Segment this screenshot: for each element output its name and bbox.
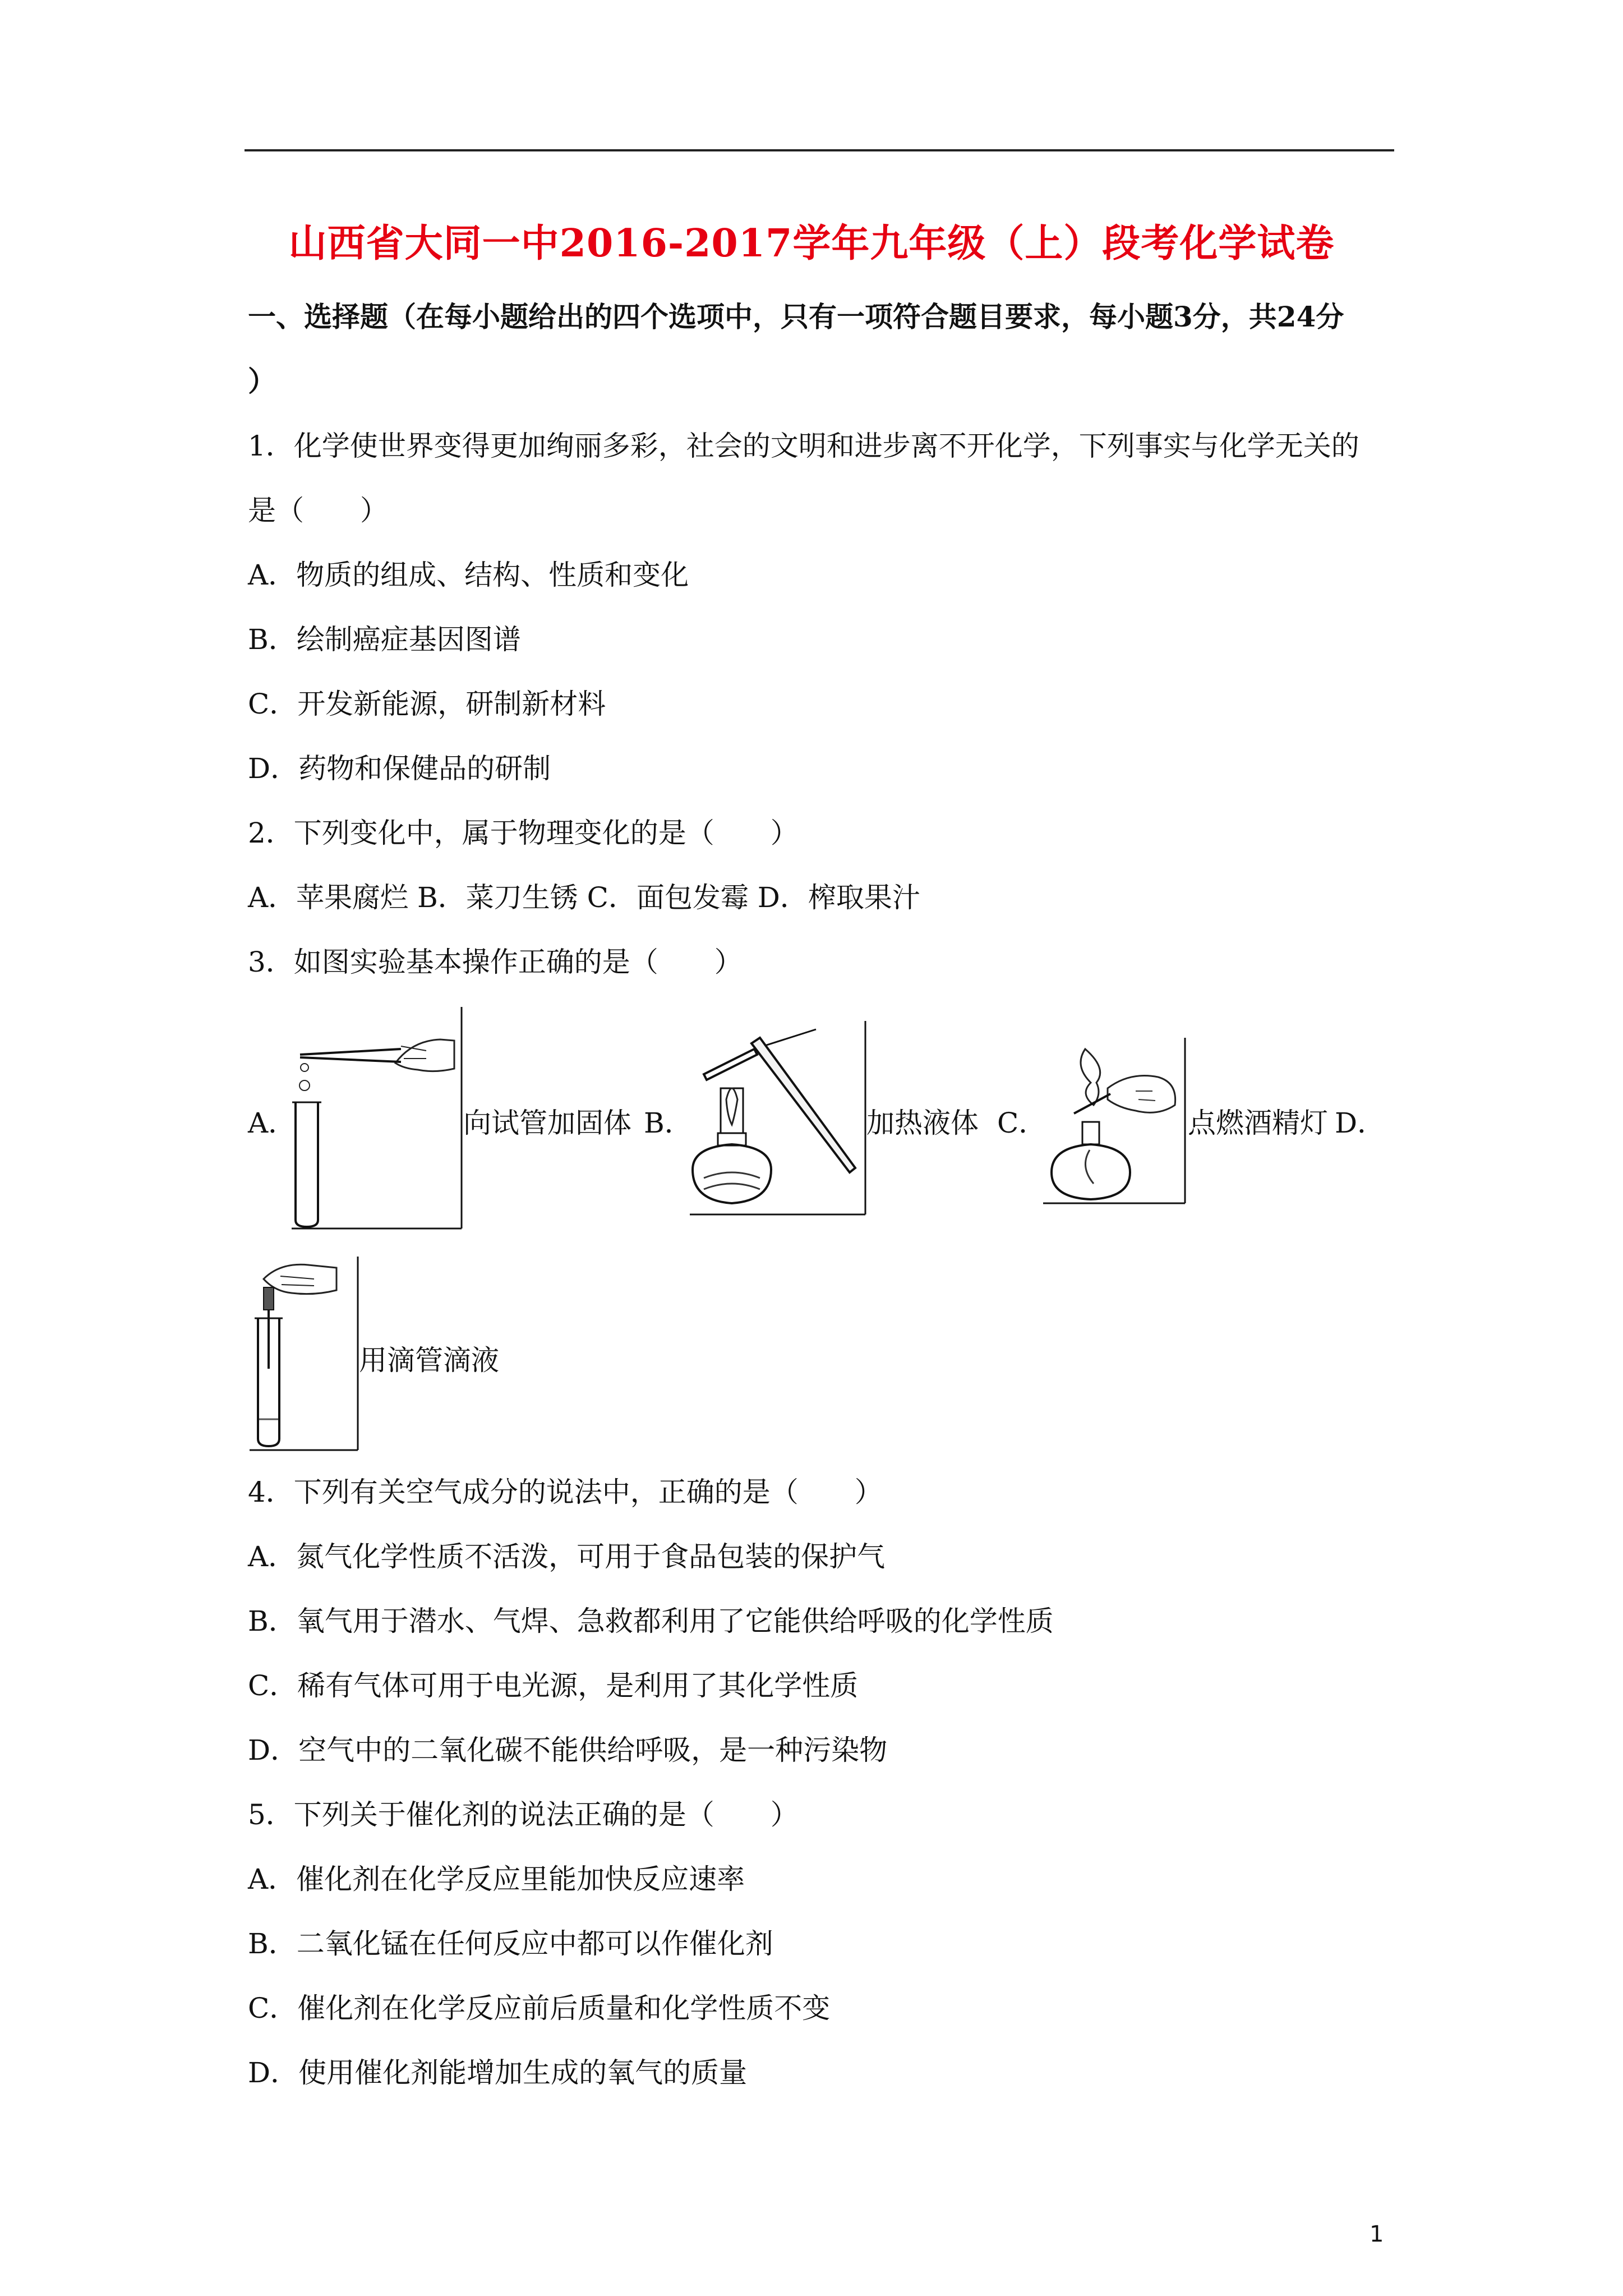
q4-stem: 4．下列有关空气成分的说法中，正确的是（ ）: [248, 1476, 883, 1508]
q2-stem: 2．下列变化中，属于物理变化的是（ ）: [248, 817, 799, 849]
q3-option-b-prefix: B．: [644, 1107, 693, 1139]
q1-stem: 1．化学使世界变得更加绚丽多彩，社会的文明和进步离不开化学，下列事实与化学无关的: [248, 430, 1359, 462]
q1-option-d: D．药物和保健品的研制: [248, 752, 551, 785]
heating-tube-over-lamp-icon: [687, 1021, 866, 1217]
q1-option-c: C．开发新能源，研制新材料: [248, 688, 606, 720]
q5-option-d: D．使用催化剂能增加生成的氧气的质量: [248, 2056, 748, 2089]
q5-option-c: C．催化剂在化学反应前后质量和化学性质不变: [248, 1992, 831, 2024]
hand-dropper-into-test-tube-icon: [247, 1257, 359, 1453]
q3-option-a-prefix: A．: [248, 1107, 297, 1139]
q3-option-d-prefix: D．: [1335, 1107, 1386, 1139]
section-heading: 一、选择题（在每小题给出的四个选项中，只有一项符合题目要求，每小题3分，共24分: [248, 300, 1344, 333]
q5-stem: 5．下列关于催化剂的说法正确的是（ ）: [248, 1798, 799, 1831]
q4-option-c: C．稀有气体可用于电光源，是利用了其化学性质: [248, 1669, 859, 1702]
q3-option-c-prefix: C．: [997, 1107, 1047, 1139]
q4-option-b: B．氧气用于潜水、气焊、急救都利用了它能供给呼吸的化学性质: [248, 1605, 1054, 1637]
lighting-alcohol-lamp-icon: [1040, 1038, 1186, 1206]
q2-options: A．苹果腐烂 B．菜刀生锈 C．面包发霉 D．榨取果汁: [248, 881, 920, 914]
page-number: 1: [1370, 2221, 1384, 2247]
q1-option-b: B．绘制癌症基因图谱: [248, 623, 521, 656]
section-heading-cont: ）: [248, 365, 276, 398]
q4-option-a: A．氮气化学性质不活泼，可用于食品包装的保护气: [248, 1540, 886, 1573]
q3-option-d-text: 用滴管滴液: [359, 1344, 499, 1377]
q4-option-d: D．空气中的二氧化碳不能供给呼吸，是一种污染物: [248, 1734, 888, 1766]
header-rule: [245, 149, 1394, 151]
q3-option-a-text: 向试管加固体: [463, 1107, 631, 1139]
q3-option-c-text: 点燃酒精灯: [1188, 1107, 1328, 1139]
page-title: 山西省大同一中2016-2017学年九年级（上）段考化学试卷: [288, 221, 1335, 266]
q1-stem-cont: 是（ ）: [248, 494, 388, 527]
q5-option-a: A．催化剂在化学反应里能加快反应速率: [248, 1863, 745, 1895]
hand-tweezers-test-tube-icon: [283, 1007, 463, 1231]
q3-option-b-text: 加热液体: [866, 1107, 979, 1139]
q5-option-b: B．二氧化锰在任何反应中都可以作催化剂: [248, 1927, 773, 1960]
q1-option-a: A．物质的组成、结构、性质和变化: [248, 559, 689, 591]
q3-stem: 3．如图实验基本操作正确的是（ ）: [248, 946, 743, 978]
